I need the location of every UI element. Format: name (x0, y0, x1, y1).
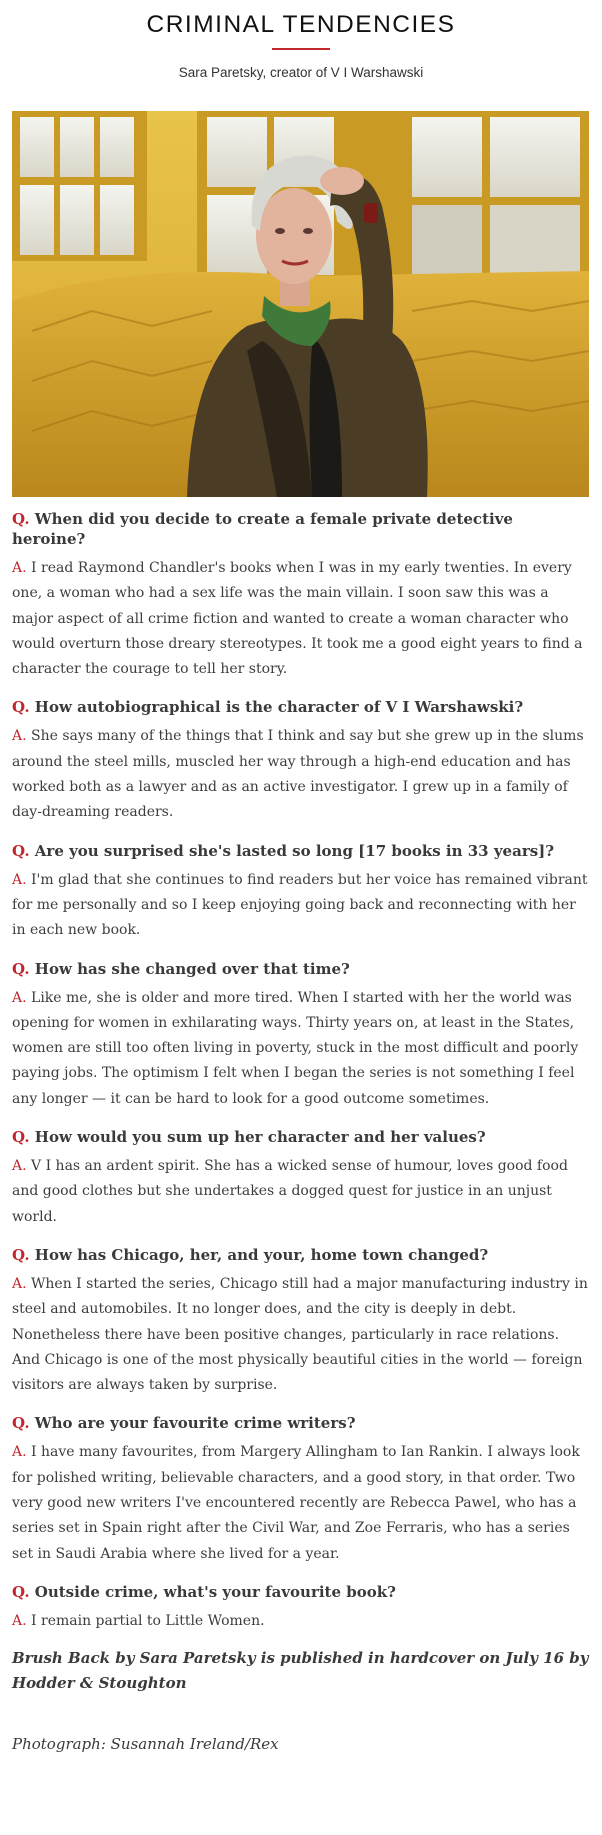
qa-item (12, 1579, 590, 1634)
article-header (0, 0, 602, 81)
answer-marker: A. (12, 871, 27, 888)
question-marker: Q. (12, 1414, 30, 1433)
question (12, 956, 590, 979)
answer (12, 868, 590, 944)
question (12, 1242, 590, 1265)
answer (12, 556, 590, 682)
article-subtitle: Sara Paretsky, creator of V I Warshawski (178, 65, 424, 80)
answer (12, 1154, 590, 1230)
question-text: How would you sum up her character and her values? (34, 1128, 486, 1147)
answer-text: I'm glad that she continues to find readers but her voice has remained vibrant for me personally and so I keep enjoying going back and reconnecting with her in each new book. (12, 871, 588, 939)
question-text: When did you decide to create a female private detective heroine? (12, 510, 513, 548)
qa-item (12, 1124, 590, 1230)
question-text: Who are your favourite crime writers? (34, 1414, 356, 1433)
answer (12, 1609, 590, 1634)
answer-marker: A. (12, 1158, 27, 1175)
author-photo (12, 111, 589, 497)
question (12, 1579, 590, 1602)
question (12, 1410, 590, 1433)
answer-text: I read Raymond Chandler's books when I was in my early twenties. In every one, a woman who had a sex life was the main villain. I soon saw this was a major aspect of all crime fiction and wanted to create a woman character who would overturn those dreary stereotypes. It took me a good eight years to find a character the courage to tell her story. (12, 560, 583, 678)
answer-marker: A. (12, 1275, 27, 1292)
question-marker: Q. (12, 1128, 30, 1147)
qa-item (12, 694, 590, 825)
author-photo-illustration (12, 111, 589, 497)
title-divider (272, 48, 330, 50)
answer-marker: A. (12, 989, 27, 1006)
answer-marker: A. (12, 1612, 27, 1629)
question (12, 838, 590, 861)
answer-text: When I started the series, Chicago still had a major manufacturing industry in steel and automobiles. It no longer does, and the city is deeply in debt. Nonetheless there have been positive changes, particularly in race relations. And Chicago is one of the most physically beautiful cities in the world — foreign visitors are always taken by surprise. (12, 1275, 588, 1394)
answer (12, 1272, 590, 1398)
book-credit: Brush Back by Sara Paretsky is published in hardcover on July 16 by Hodder & Stoughton (12, 1649, 589, 1693)
photo-credit: Photograph: Susannah Ireland/Rex (12, 1735, 279, 1754)
answer (12, 1440, 590, 1566)
answer-marker: A. (12, 1444, 27, 1461)
answer-marker: A. (12, 560, 27, 576)
qa-item (12, 506, 590, 682)
qa-item (12, 956, 590, 1112)
question (12, 1124, 590, 1147)
answer-text: V I has an ardent spirit. She has a wicked sense of humour, loves good food and good clothes but she undertakes a dogged quest for justice in an unjust world. (12, 1158, 568, 1225)
article-title: CRIMINAL TENDENCIES (146, 11, 456, 38)
question-marker: Q. (12, 1582, 30, 1601)
question-text: How has Chicago, her, and your, home town changed? (34, 1245, 489, 1264)
question-text: How autobiographical is the character of V I Warshawski? (34, 698, 524, 717)
question-marker: Q. (12, 959, 30, 978)
question (12, 694, 590, 717)
question (12, 506, 590, 549)
answer (12, 724, 590, 825)
answer-text: She says many of the things that I think and say but she grew up in the slums around the steel mills, muscled her way through a high-end education and has worked both as a lawyer and as an active investigator. I grew up in a family of day-dreaming readers. (12, 728, 584, 821)
question-marker: Q. (12, 510, 30, 528)
qa-item (12, 1410, 590, 1566)
question-marker: Q. (12, 1245, 30, 1264)
qa-item (12, 838, 590, 944)
qa-item (12, 1242, 590, 1398)
question-marker: Q. (12, 841, 30, 860)
article-body (12, 506, 590, 1754)
question-marker: Q. (12, 698, 30, 717)
answer-text: I have many favourites, from Margery Allingham to Ian Rankin. I always look for polished writing, believable characters, and a good story, in that order. Two very good new writers I've encountered recently are Rebecca Pawel, who has a series set in Spain right after the Civil War, and Zoe Ferraris, who has a series set in Saudi Arabia where she lived for a year. (12, 1444, 580, 1562)
question-text: Outside crime, what's your favourite book? (34, 1582, 396, 1601)
answer-text: Like me, she is older and more tired. When I started with her the world was opening for women in exhilarating ways. Thirty years on, at least in the States, women are still too often living in poverty, stuck in the most difficult and poorly paying jobs. The optimism I felt when I began the series is not something I feel any longer — it can be hard to look for a good outcome sometimes. (12, 989, 579, 1107)
window-left (12, 111, 147, 261)
answer (12, 986, 590, 1112)
answer-text: I remain partial to Little Women. (31, 1612, 265, 1629)
answer-marker: A. (12, 728, 27, 745)
question-text: How has she changed over that time? (34, 959, 350, 978)
question-text: Are you surprised she's lasted so long [17 books in 33 years]? (34, 841, 555, 860)
